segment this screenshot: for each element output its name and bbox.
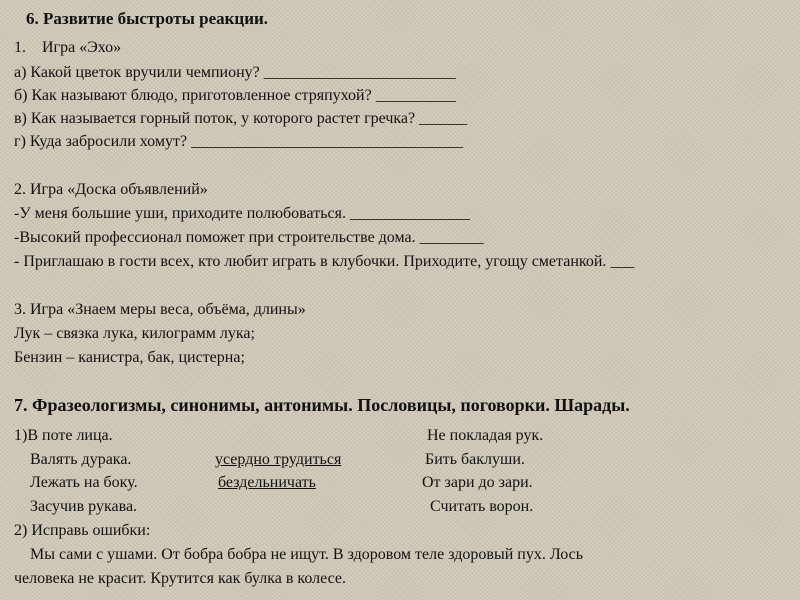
synonym-answer-2: бездельничать: [218, 474, 316, 491]
section-6-heading: 6. Развитие быстроты реакции.: [26, 9, 269, 28]
ad-item-2: -Высокий профессионал поможет при строительстве дома. ________: [14, 229, 484, 246]
proverbs-line-2: человека не красит. Крутится как булка в колесе.: [14, 570, 347, 587]
task-2-title: 2) Исправь ошибки:: [14, 522, 151, 539]
game-2-title: 2. Игра «Доска объявлений»: [14, 181, 208, 198]
proverbs-line-1: Мы сами с ушами. От бобра бобра не ищут. В здоровом теле здоровый пух. Лось: [30, 546, 584, 563]
question-a: а) Какой цветок вручили чемпиону? ________________________: [14, 64, 456, 81]
game-3-title: 3. Игра «Знаем меры веса, объёма, длины»: [14, 301, 306, 318]
phrase-col1-2: Валять дурака.: [30, 451, 132, 468]
phrase-col1-3: Лежать на боку.: [30, 474, 138, 491]
ad-item-1: -У меня большие уши, приходите полюбоваться. _______________: [14, 205, 470, 222]
phrase-col1-4: Засучив рукава.: [30, 498, 138, 515]
question-d: г) Куда забросили хомут? __________________________________: [14, 133, 464, 150]
question-c: в) Как называется горный поток, у которого растет гречка? ______: [14, 110, 468, 127]
phrase-col3-3: От зари до зари.: [422, 474, 533, 491]
phrase-col3-1: Не покладая рук.: [427, 427, 544, 444]
ad-item-3: - Приглашаю в гости всех, кто любит играть в клубочки. Приходите, угощу сметанкой. ___: [14, 253, 635, 270]
phrase-col3-2: Бить баклуши.: [425, 451, 525, 468]
game-1-number: 1.: [14, 39, 26, 56]
measure-item-1: Лук – связка лука, килограмм лука;: [14, 325, 255, 342]
section-7-heading: 7. Фразеологизмы, синонимы, антонимы. Пословицы, поговорки. Шарады.: [14, 395, 630, 415]
synonym-answer-1: усердно трудиться: [215, 451, 342, 468]
measure-item-2: Бензин – канистра, бак, цистерна;: [14, 349, 245, 366]
phrase-col1-1: 1)В поте лица.: [14, 427, 113, 444]
phrase-col3-4: Считать ворон.: [430, 498, 534, 515]
question-b: б) Как называют блюдо, приготовленное стряпухой? __________: [14, 87, 456, 104]
game-1-title: Игра «Эхо»: [42, 39, 122, 56]
